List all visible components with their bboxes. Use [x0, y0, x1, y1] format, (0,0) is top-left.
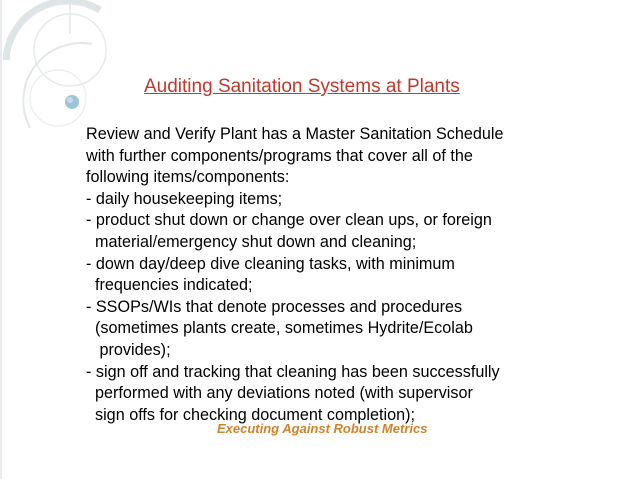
- body-line: material/emergency shut down and cleaning;: [86, 232, 417, 251]
- body-line: frequencies indicated;: [86, 276, 253, 295]
- body-line: - SSOPs/WIs that denote processes and procedures: [86, 297, 463, 316]
- body-line: - product shut down or change over clean ups, or foreign: [86, 211, 492, 230]
- body-line: sign offs for checking document completion);: [86, 405, 416, 424]
- slide-footer: Executing Against Robust Metrics: [217, 421, 428, 436]
- slide-body: [86, 124, 631, 426]
- body-line: with further components/programs that cover all of the: [86, 146, 473, 165]
- body-line: - daily housekeeping items;: [86, 189, 283, 208]
- body-line: - sign off and tracking that cleaning has been successfully: [86, 362, 500, 381]
- slide-title: Auditing Sanitation Systems at Plants: [144, 76, 460, 97]
- body-line: Review and Verify Plant has a Master Sanitation Schedule: [86, 125, 504, 143]
- body-line: following items/components:: [86, 168, 290, 187]
- body-line: - down day/deep dive cleaning tasks, with minimum: [86, 254, 455, 273]
- body-line: provides);: [86, 340, 171, 359]
- body-line: (sometimes plants create, sometimes Hydrite/Ecolab: [86, 319, 473, 338]
- body-line: performed with any deviations noted (with supervisor: [86, 384, 473, 403]
